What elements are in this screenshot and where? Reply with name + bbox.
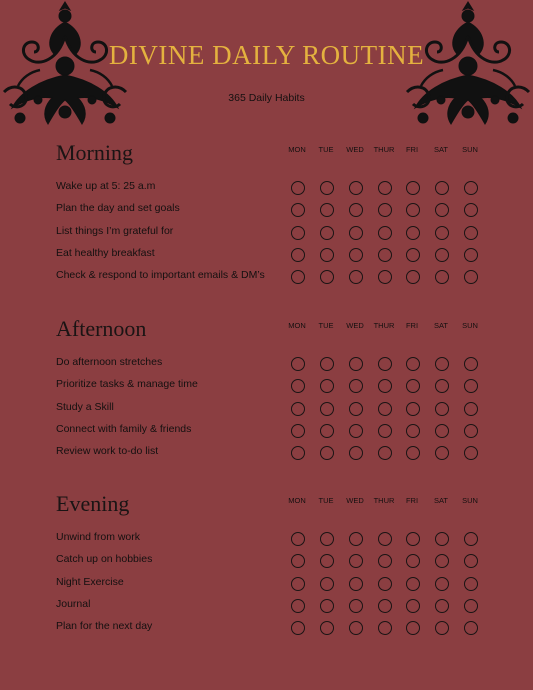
habit-checkbox-wed[interactable] [349, 599, 363, 613]
section-title: Evening [56, 491, 130, 516]
habit-checkbox-tue[interactable] [320, 226, 334, 240]
habit-checkbox-sun[interactable] [464, 357, 478, 371]
habit-checkbox-sat[interactable] [435, 599, 449, 613]
habit-row [0, 203, 533, 225]
day-label: WED [346, 496, 364, 505]
habit-row [0, 402, 533, 424]
habit-checkbox-sun[interactable] [464, 577, 478, 591]
habit-checkbox-wed[interactable] [349, 203, 363, 217]
page-subtitle: 365 Daily Habits [228, 92, 305, 104]
habit-checkbox-sun[interactable] [464, 424, 478, 438]
habit-checkbox-mon[interactable] [291, 181, 305, 195]
habit-label: Unwind from work [56, 531, 141, 543]
habit-checkbox-mon[interactable] [291, 424, 305, 438]
habit-label: List things I’m grateful for [56, 224, 174, 237]
habit-checkbox-mon[interactable] [291, 554, 305, 568]
habit-checkbox-mon[interactable] [291, 379, 305, 393]
day-header [0, 145, 533, 157]
day-label: WED [346, 145, 364, 154]
habit-checkbox-fri[interactable] [406, 203, 420, 217]
habit-checkbox-sun[interactable] [464, 226, 478, 240]
habit-checkbox-thur[interactable] [378, 270, 392, 284]
habit-label: Study a Skill [56, 400, 114, 413]
day-label: MON [288, 496, 306, 505]
habit-checkbox-thur[interactable] [378, 226, 392, 240]
day-label: TUE [318, 321, 334, 330]
habit-checkbox-fri[interactable] [406, 599, 420, 613]
habit-checkbox-thur[interactable] [378, 532, 392, 546]
habit-row [0, 532, 533, 554]
habit-checkbox-sun[interactable] [464, 203, 478, 217]
habit-checkbox-wed[interactable] [349, 379, 363, 393]
habit-checkbox-thur[interactable] [378, 248, 392, 262]
habit-checkbox-fri[interactable] [406, 226, 420, 240]
habit-row [0, 379, 533, 401]
habit-checkbox-wed[interactable] [349, 554, 363, 568]
habit-checkbox-tue[interactable] [320, 599, 334, 613]
habit-checkbox-sun[interactable] [464, 621, 478, 635]
day-label: SUN [462, 145, 478, 154]
habit-checkbox-fri[interactable] [406, 424, 420, 438]
habit-checkbox-sat[interactable] [435, 446, 449, 460]
day-header [0, 496, 533, 508]
habit-checkbox-sat[interactable] [435, 402, 449, 416]
day-label: SUN [462, 496, 478, 505]
habit-checkbox-sun[interactable] [464, 446, 478, 460]
habit-checkbox-fri[interactable] [406, 554, 420, 568]
habit-checkbox-thur[interactable] [378, 203, 392, 217]
habit-checkbox-wed[interactable] [349, 248, 363, 262]
habit-checkbox-wed[interactable] [349, 270, 363, 284]
habit-checkbox-sat[interactable] [435, 357, 449, 371]
habit-checkbox-tue[interactable] [320, 532, 334, 546]
day-label: TUE [318, 145, 334, 154]
habit-checkbox-thur[interactable] [378, 379, 392, 393]
habit-checkbox-sat[interactable] [435, 379, 449, 393]
habit-label: Check & respond to important emails & DM’s [56, 269, 265, 282]
habit-checkbox-fri[interactable] [406, 357, 420, 371]
habit-checkbox-mon[interactable] [291, 270, 305, 284]
habit-label: Wake up at 5: 25 a.m [56, 180, 156, 192]
habit-checkbox-tue[interactable] [320, 379, 334, 393]
day-label: SAT [433, 321, 449, 330]
habit-checkbox-sat[interactable] [435, 424, 449, 438]
habit-checkbox-wed[interactable] [349, 532, 363, 546]
habit-label: Night Exercise [56, 575, 124, 588]
habit-label: Prioritize tasks & manage time [56, 378, 198, 391]
section-title: Morning [56, 140, 133, 165]
habit-row [0, 181, 533, 203]
habit-checkbox-tue[interactable] [320, 203, 334, 217]
habit-checkbox-mon[interactable] [291, 226, 305, 240]
habit-label: Review work to-do list [56, 445, 159, 458]
habit-checkbox-wed[interactable] [349, 424, 363, 438]
habit-checkbox-fri[interactable] [406, 270, 420, 284]
habit-checkbox-sat[interactable] [435, 270, 449, 284]
habit-row [0, 270, 533, 292]
habit-checkbox-sun[interactable] [464, 181, 478, 195]
habit-checkbox-fri[interactable] [406, 446, 420, 460]
habit-checkbox-fri[interactable] [406, 379, 420, 393]
habit-checkbox-sat[interactable] [435, 554, 449, 568]
habit-checkbox-thur[interactable] [378, 621, 392, 635]
habit-checkbox-sun[interactable] [464, 532, 478, 546]
habit-checkbox-sun[interactable] [464, 554, 478, 568]
habit-checkbox-sun[interactable] [464, 248, 478, 262]
habit-checkbox-tue[interactable] [320, 248, 334, 262]
habit-checkbox-tue[interactable] [320, 446, 334, 460]
habit-label: Catch up on hobbies [56, 553, 153, 566]
habit-checkbox-sat[interactable] [435, 203, 449, 217]
habit-row [0, 357, 533, 379]
habit-checkbox-tue[interactable] [320, 577, 334, 591]
habit-checkbox-thur[interactable] [378, 181, 392, 195]
habit-label: Plan the day and set goals [56, 202, 180, 215]
habit-checkbox-sat[interactable] [435, 621, 449, 635]
habit-checkbox-sat[interactable] [435, 181, 449, 195]
habit-checkbox-fri[interactable] [406, 248, 420, 262]
habit-checkbox-thur[interactable] [378, 357, 392, 371]
day-label: MON [288, 145, 306, 154]
habit-checkbox-sat[interactable] [435, 532, 449, 546]
habit-checkbox-wed[interactable] [349, 577, 363, 591]
habit-checkbox-fri[interactable] [406, 532, 420, 546]
habit-checkbox-sun[interactable] [464, 599, 478, 613]
habit-checkbox-mon[interactable] [291, 599, 305, 613]
habit-checkbox-sat[interactable] [435, 577, 449, 591]
habit-checkbox-tue[interactable] [320, 357, 334, 371]
habit-checkbox-thur[interactable] [378, 577, 392, 591]
habit-row [0, 226, 533, 248]
habit-label: Do afternoon stretches [56, 356, 163, 368]
habit-checkbox-sun[interactable] [464, 270, 478, 284]
habit-row [0, 621, 533, 643]
habit-row [0, 446, 533, 468]
habit-checkbox-sat[interactable] [435, 248, 449, 262]
habit-checkbox-wed[interactable] [349, 226, 363, 240]
day-label: SUN [462, 321, 478, 330]
habit-checkbox-fri[interactable] [406, 577, 420, 591]
habit-row [0, 248, 533, 270]
habit-checkbox-mon[interactable] [291, 577, 305, 591]
habit-checkbox-mon[interactable] [291, 203, 305, 217]
section-title: Afternoon [56, 316, 147, 341]
habit-checkbox-thur[interactable] [378, 554, 392, 568]
day-label: THUR [373, 321, 395, 330]
page-title: DIVINE DAILY ROUTINE [108, 40, 425, 70]
habit-checkbox-mon[interactable] [291, 248, 305, 262]
habit-checkbox-tue[interactable] [320, 554, 334, 568]
day-label: TUE [318, 496, 334, 505]
habit-checkbox-fri[interactable] [406, 402, 420, 416]
habit-checkbox-wed[interactable] [349, 181, 363, 195]
habit-label: Connect with family & friends [56, 422, 192, 435]
day-label: THUR [373, 496, 395, 505]
habit-checkbox-tue[interactable] [320, 621, 334, 635]
habit-row [0, 577, 533, 599]
habit-checkbox-mon[interactable] [291, 357, 305, 371]
habit-checkbox-thur[interactable] [378, 599, 392, 613]
habit-checkbox-wed[interactable] [349, 446, 363, 460]
habit-checkbox-fri[interactable] [406, 621, 420, 635]
habit-checkbox-sun[interactable] [464, 402, 478, 416]
day-label: SAT [433, 496, 449, 505]
habit-checkbox-sat[interactable] [435, 226, 449, 240]
habit-row [0, 554, 533, 576]
habit-checkbox-tue[interactable] [320, 181, 334, 195]
habit-label: Journal [56, 597, 91, 610]
habit-checkbox-tue[interactable] [320, 402, 334, 416]
habit-row [0, 424, 533, 446]
habit-checkbox-tue[interactable] [320, 270, 334, 284]
habit-checkbox-sun[interactable] [464, 379, 478, 393]
day-label: WED [346, 321, 364, 330]
habit-checkbox-mon[interactable] [291, 621, 305, 635]
habit-checkbox-tue[interactable] [320, 424, 334, 438]
habit-checkbox-wed[interactable] [349, 402, 363, 416]
habit-checkbox-thur[interactable] [378, 424, 392, 438]
day-label: MON [288, 321, 306, 330]
habit-label: Plan for the next day [56, 620, 153, 633]
day-label: FRI [405, 321, 419, 330]
habit-label: Eat healthy breakfast [56, 246, 155, 259]
habit-checkbox-mon[interactable] [291, 532, 305, 546]
habit-checkbox-thur[interactable] [378, 402, 392, 416]
day-label: THUR [373, 145, 395, 154]
day-header [0, 321, 533, 333]
habit-checkbox-fri[interactable] [406, 181, 420, 195]
habit-checkbox-mon[interactable] [291, 446, 305, 460]
habit-checkbox-wed[interactable] [349, 621, 363, 635]
day-label: FRI [405, 145, 419, 154]
day-label: SAT [433, 145, 449, 154]
habit-checkbox-mon[interactable] [291, 402, 305, 416]
habit-checkbox-thur[interactable] [378, 446, 392, 460]
habit-row [0, 599, 533, 621]
day-label: FRI [405, 496, 419, 505]
habit-checkbox-wed[interactable] [349, 357, 363, 371]
